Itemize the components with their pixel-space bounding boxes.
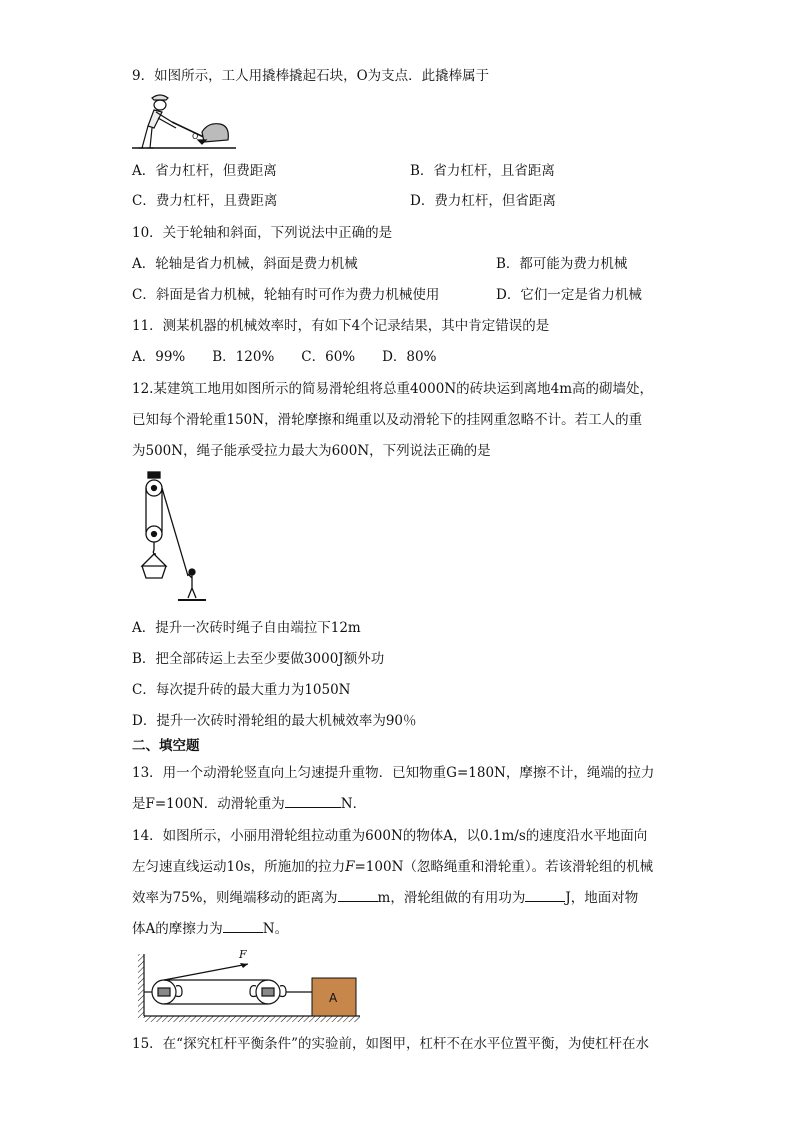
q14-friction-blank[interactable]	[223, 920, 263, 933]
q12-line2: 已知每个滑轮重150N，滑轮摩擦和绳重以及动滑轮下的挂网重忽略不计。若工人的重	[132, 412, 643, 428]
q10-option-b: B．都可能为费力机械	[496, 256, 628, 272]
q14-text-c: 效率为75%，则绳端移动的距离为	[132, 890, 338, 906]
q14-force-symbol: F	[345, 859, 355, 875]
q13-line2	[132, 795, 366, 813]
q14-distance-blank[interactable]	[338, 889, 378, 902]
q13-answer-blank[interactable]	[285, 795, 341, 808]
q10-option-a: A．轮轴是省力机械，斜面是费力机械	[132, 256, 358, 272]
q9-option-d: D．费力杠杆，但省距离	[410, 193, 556, 209]
q14-line1: 14．如图所示，小丽用滑轮组拉动重为600N的物体A，以0.1m/s的速度沿水平地面向	[132, 828, 648, 844]
horizontal-pulley-figure	[136, 946, 362, 1024]
q14-useful-work-blank[interactable]	[525, 889, 565, 902]
q12-option-a: A．提升一次砖时绳子自由端拉下12m	[132, 620, 361, 636]
pulley-hoist-figure	[134, 470, 210, 606]
q13-text-after-blank: N．	[340, 796, 367, 812]
q9-option-b: B．省力杠杆，且省距离	[410, 163, 555, 179]
section-heading-fill-blank: 二、填空题	[132, 738, 200, 754]
q10-option-c: C．斜面是省力机械，轮轴有时可作为费力机械使用	[132, 287, 440, 303]
q14-line3	[132, 889, 638, 907]
q9-stem: 9．如图所示，工人用撬棒撬起石块，O为支点．此撬棒属于	[132, 68, 490, 84]
q13-line1: 13．用一个动滑轮竖直向上匀速提升重物．已知物重G=180N，摩擦不计，绳端的拉力	[132, 765, 655, 781]
q9-option-c: C．费力杠杆，且费距离	[132, 193, 278, 209]
q14-text-e: J，地面对物	[565, 890, 639, 906]
q13-text-before-blank: 是F=100N．动滑轮重为	[132, 796, 285, 812]
q14-text-d: m，滑轮组做的有用功为	[377, 890, 526, 906]
q12-option-b: B．把全部砖运上去至少要做3000J额外功	[132, 651, 385, 667]
q15-line1: 15．在“探究杠杆平衡条件”的实验前，如图甲，杠杆不在水平位置平衡，为使杠杆在水	[132, 1036, 649, 1052]
crowbar-worker-figure	[132, 92, 240, 152]
q12-line1: 12.某建筑工地用如图所示的简易滑轮组将总重4000N的砖块运到离地4m高的砌墙处，	[132, 381, 654, 397]
q12-option-c: C．每次提升砖的最大重力为1050N	[132, 682, 351, 698]
q10-stem: 10．关于轮轴和斜面，下列说法中正确的是	[132, 225, 393, 241]
q14-line4	[132, 920, 288, 938]
block-label-a: A	[329, 991, 338, 1005]
q12-line3: 为500N，绳子能承受拉力最大为600N，下列说法正确的是	[132, 443, 491, 459]
q14-text-f: 体A的摩擦力为	[132, 921, 223, 937]
q14-line2	[132, 858, 653, 876]
q14-text-a: 左匀速直线运动10s，所施加的拉力	[132, 859, 346, 875]
fulcrum-label-o: O	[192, 132, 199, 141]
q11-options: A．99% B．120% C．60% D．80%	[132, 349, 437, 365]
q14-text-g: N。	[262, 921, 289, 937]
q14-text-b: =100N（忽略绳重和滑轮重）。若该滑轮组的机械	[354, 859, 654, 875]
force-label-f: F	[239, 948, 247, 961]
q9-option-a: A．省力杠杆，但费距离	[132, 163, 277, 179]
q12-option-d: D．提升一次砖时滑轮组的最大机械效率为90％	[132, 713, 417, 729]
q11-stem: 11．测某机器的机械效率时，有如下4个记录结果，其中肯定错误的是	[132, 318, 550, 334]
q10-option-d: D．它们一定是省力机械	[496, 287, 642, 303]
